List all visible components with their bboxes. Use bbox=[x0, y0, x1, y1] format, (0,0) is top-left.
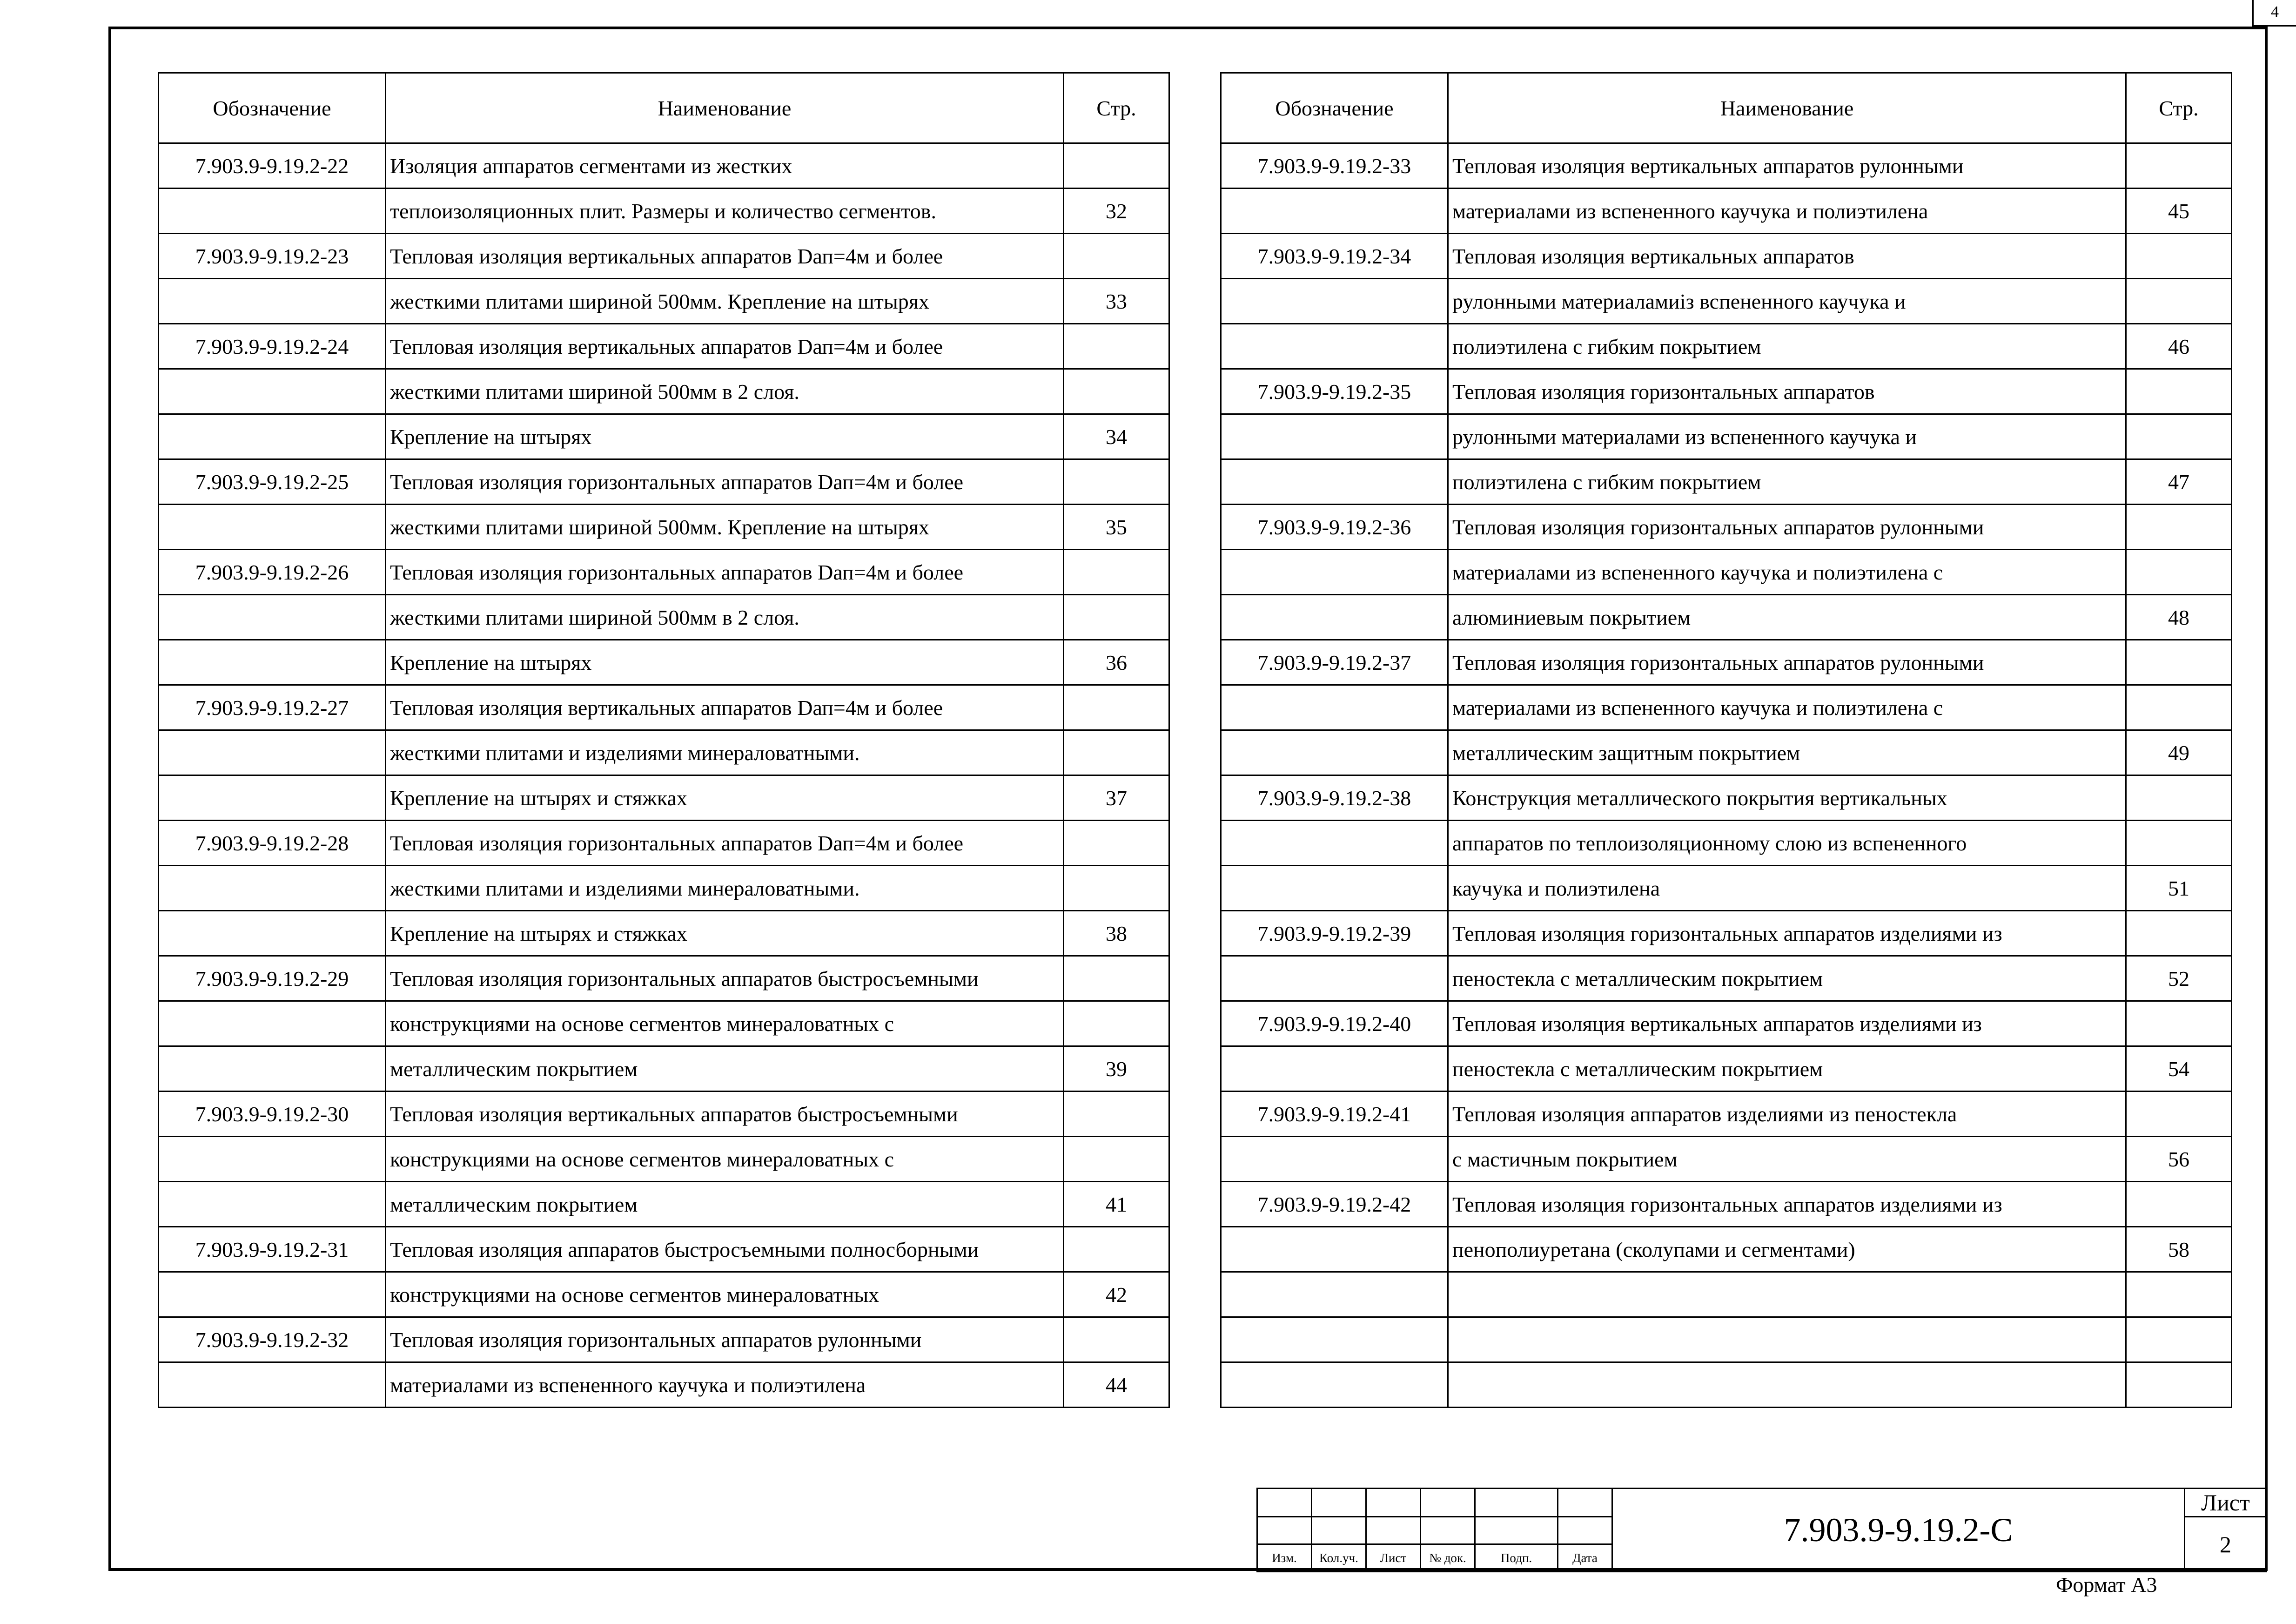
name-cell: Тепловая изоляция горизонтальных аппаратов рулонными bbox=[1448, 505, 2126, 550]
name-cell bbox=[1448, 1317, 2126, 1362]
table-row bbox=[1221, 279, 2232, 324]
table-row bbox=[1221, 414, 2232, 459]
table-header-row bbox=[159, 73, 1169, 143]
designation-cell bbox=[1221, 1362, 1448, 1408]
page-cell: 51 bbox=[2126, 866, 2232, 911]
page-cell bbox=[2126, 1362, 2232, 1408]
designation-cell: 7.903.9-9.19.2-38 bbox=[1221, 775, 1448, 821]
name-cell: рулонными материаламиiз вспененного каучука и bbox=[1448, 279, 2126, 324]
page-cell: 32 bbox=[1064, 189, 1169, 234]
table-row bbox=[1221, 640, 2232, 685]
table-row bbox=[1221, 775, 2232, 821]
designation-cell: 7.903.9-9.19.2-25 bbox=[159, 459, 386, 505]
page-cell bbox=[2126, 775, 2232, 821]
name-cell: Тепловая изоляция вертикальных аппаратов изделиями из bbox=[1448, 1001, 2126, 1046]
designation-cell bbox=[1221, 189, 1448, 234]
name-cell bbox=[1448, 1362, 2126, 1408]
designation-cell bbox=[1221, 1317, 1448, 1362]
name-cell: конструкциями на основе сегментов минераловатных с bbox=[386, 1001, 1064, 1046]
stamp-label-list: Лист bbox=[1366, 1544, 1421, 1572]
table-row bbox=[159, 866, 1169, 911]
designation-cell bbox=[159, 730, 386, 775]
header-designation: Обозначение bbox=[159, 73, 386, 143]
name-cell: Тепловая изоляция горизонтальных аппаратов Dап=4м и более bbox=[386, 821, 1064, 866]
header-page: Стр. bbox=[1064, 73, 1169, 143]
designation-cell bbox=[1221, 866, 1448, 911]
designation-cell: 7.903.9-9.19.2-33 bbox=[1221, 143, 1448, 189]
table-row bbox=[1221, 685, 2232, 730]
name-cell: материалами из вспененного каучука и полиэтилена с bbox=[1448, 685, 2126, 730]
designation-cell bbox=[159, 775, 386, 821]
name-cell: Изоляция аппаратов сегментами из жестких bbox=[386, 143, 1064, 189]
table-row bbox=[1221, 324, 2232, 369]
name-cell: жесткими плитами и изделиями минераловатными. bbox=[386, 730, 1064, 775]
designation-cell bbox=[159, 1362, 386, 1408]
table-row bbox=[1221, 595, 2232, 640]
format-label: Формат А3 bbox=[2056, 1573, 2157, 1597]
table-row bbox=[159, 1227, 1169, 1272]
page-cell bbox=[1064, 595, 1169, 640]
page-cell bbox=[1064, 821, 1169, 866]
page-cell: 46 bbox=[2126, 324, 2232, 369]
stamp-label-kol-uch: Кол.уч. bbox=[1312, 1544, 1366, 1572]
designation-cell bbox=[1221, 1227, 1448, 1272]
designation-cell bbox=[159, 1182, 386, 1227]
contents-table-right bbox=[1220, 72, 2232, 1408]
table-row bbox=[1221, 956, 2232, 1001]
name-cell: теплоизоляционных плит. Размеры и количество сегментов. bbox=[386, 189, 1064, 234]
name-cell: рулонными материалами из вспененного каучука и bbox=[1448, 414, 2126, 459]
page-cell bbox=[1064, 369, 1169, 414]
table-row bbox=[159, 189, 1169, 234]
designation-cell bbox=[1221, 685, 1448, 730]
table-row bbox=[1221, 730, 2232, 775]
page-cell bbox=[2126, 1272, 2232, 1317]
designation-cell: 7.903.9-9.19.2-22 bbox=[159, 143, 386, 189]
table-row bbox=[1221, 369, 2232, 414]
name-cell: Тепловая изоляция горизонтальных аппаратов Dап=4м и более bbox=[386, 459, 1064, 505]
name-cell: металлическим покрытием bbox=[386, 1182, 1064, 1227]
name-cell: жесткими плитами шириной 500мм в 2 слоя. bbox=[386, 595, 1064, 640]
table-row bbox=[1221, 189, 2232, 234]
name-cell: Тепловая изоляция горизонтальных аппаратов быстросъемными bbox=[386, 956, 1064, 1001]
designation-cell: 7.903.9-9.19.2-26 bbox=[159, 550, 386, 595]
name-cell: Тепловая изоляция горизонтальных аппаратов Dап=4м и более bbox=[386, 550, 1064, 595]
designation-cell: 7.903.9-9.19.2-36 bbox=[1221, 505, 1448, 550]
name-cell: Тепловая изоляция вертикальных аппаратов быстросъемными bbox=[386, 1092, 1064, 1137]
name-cell: Крепление на штырях и стяжках bbox=[386, 911, 1064, 956]
name-cell: металлическим защитным покрытием bbox=[1448, 730, 2126, 775]
table-row bbox=[159, 821, 1169, 866]
page-cell bbox=[1064, 459, 1169, 505]
page-cell: 41 bbox=[1064, 1182, 1169, 1227]
name-cell: Тепловая изоляция вертикальных аппаратов рулонными bbox=[1448, 143, 2126, 189]
page-cell bbox=[2126, 279, 2232, 324]
table-row bbox=[159, 234, 1169, 279]
designation-cell: 7.903.9-9.19.2-28 bbox=[159, 821, 386, 866]
designation-cell: 7.903.9-9.19.2-27 bbox=[159, 685, 386, 730]
table-row bbox=[159, 143, 1169, 189]
table-row bbox=[159, 324, 1169, 369]
name-cell: пенополиуретана (сколупами и сегментами) bbox=[1448, 1227, 2126, 1272]
name-cell: жесткими плитами и изделиями минераловатными. bbox=[386, 866, 1064, 911]
name-cell: полиэтилена с гибким покрытием bbox=[1448, 459, 2126, 505]
designation-cell: 7.903.9-9.19.2-34 bbox=[1221, 234, 1448, 279]
designation-cell bbox=[159, 189, 386, 234]
page-cell: 56 bbox=[2126, 1137, 2232, 1182]
designation-cell: 7.903.9-9.19.2-42 bbox=[1221, 1182, 1448, 1227]
name-cell: Тепловая изоляция горизонтальных аппаратов изделиями из bbox=[1448, 1182, 2126, 1227]
designation-cell bbox=[1221, 279, 1448, 324]
designation-cell bbox=[159, 595, 386, 640]
designation-cell bbox=[1221, 595, 1448, 640]
designation-cell bbox=[159, 279, 386, 324]
table-row bbox=[1221, 911, 2232, 956]
designation-cell: 7.903.9-9.19.2-31 bbox=[159, 1227, 386, 1272]
sheet-number: 2 bbox=[2185, 1517, 2267, 1572]
table-row bbox=[1221, 550, 2232, 595]
page-cell bbox=[1064, 1227, 1169, 1272]
page-cell bbox=[1064, 550, 1169, 595]
page-cell bbox=[2126, 821, 2232, 866]
contents-table-left bbox=[158, 72, 1170, 1408]
table-row bbox=[159, 414, 1169, 459]
sheet-label: Лист bbox=[2185, 1489, 2267, 1517]
designation-cell bbox=[1221, 821, 1448, 866]
name-cell: пеностекла с металлическим покрытием bbox=[1448, 956, 2126, 1001]
designation-cell: 7.903.9-9.19.2-37 bbox=[1221, 640, 1448, 685]
name-cell: Тепловая изоляция аппаратов изделиями из пеностекла bbox=[1448, 1092, 2126, 1137]
table-row bbox=[1221, 143, 2232, 189]
table-row bbox=[1221, 1046, 2232, 1092]
table-row bbox=[159, 550, 1169, 595]
stamp-label-doc-no: № док. bbox=[1421, 1544, 1475, 1572]
name-cell: каучука и полиэтилена bbox=[1448, 866, 2126, 911]
name-cell: Тепловая изоляция вертикальных аппаратов Dап=4м и более bbox=[386, 324, 1064, 369]
name-cell: Конструкция металлического покрытия вертикальных bbox=[1448, 775, 2126, 821]
header-name: Наименование bbox=[386, 73, 1064, 143]
designation-cell bbox=[159, 1137, 386, 1182]
name-cell: аппаратов по теплоизоляционному слою из вспененного bbox=[1448, 821, 2126, 866]
designation-cell bbox=[159, 505, 386, 550]
page-cell: 42 bbox=[1064, 1272, 1169, 1317]
table-row bbox=[159, 640, 1169, 685]
table-row bbox=[1221, 1362, 2232, 1408]
designation-cell: 7.903.9-9.19.2-23 bbox=[159, 234, 386, 279]
header-name: Наименование bbox=[1448, 73, 2126, 143]
name-cell: Тепловая изоляция вертикальных аппаратов Dап=4м и более bbox=[386, 685, 1064, 730]
page-cell bbox=[2126, 414, 2232, 459]
designation-cell bbox=[1221, 1046, 1448, 1092]
table-row bbox=[159, 279, 1169, 324]
designation-cell bbox=[1221, 414, 1448, 459]
page-cell bbox=[1064, 685, 1169, 730]
name-cell: жесткими плитами шириной 500мм. Крепление на штырях bbox=[386, 279, 1064, 324]
page-cell bbox=[1064, 866, 1169, 911]
name-cell: конструкциями на основе сегментов минераловатных с bbox=[386, 1137, 1064, 1182]
name-cell: конструкциями на основе сегментов минераловатных bbox=[386, 1272, 1064, 1317]
document-code: 7.903.9-9.19.2-С bbox=[1612, 1489, 2185, 1572]
corner-number: 4 bbox=[2252, 0, 2296, 27]
table-row bbox=[1221, 1137, 2232, 1182]
table-row bbox=[1221, 505, 2232, 550]
table-row bbox=[159, 1362, 1169, 1408]
table-row bbox=[1221, 234, 2232, 279]
table-row bbox=[159, 730, 1169, 775]
page-cell bbox=[2126, 505, 2232, 550]
header-page: Стр. bbox=[2126, 73, 2232, 143]
title-block bbox=[1256, 1488, 2267, 1572]
designation-cell bbox=[159, 414, 386, 459]
designation-cell bbox=[1221, 324, 1448, 369]
page-cell: 35 bbox=[1064, 505, 1169, 550]
designation-cell bbox=[1221, 1272, 1448, 1317]
page-cell bbox=[1064, 1001, 1169, 1046]
page-cell: 48 bbox=[2126, 595, 2232, 640]
page-cell bbox=[2126, 1001, 2232, 1046]
name-cell: Крепление на штырях bbox=[386, 414, 1064, 459]
page-cell bbox=[2126, 1317, 2232, 1362]
table-row bbox=[159, 1001, 1169, 1046]
stamp-label-date: Дата bbox=[1558, 1544, 1612, 1572]
designation-cell bbox=[159, 369, 386, 414]
table-row bbox=[159, 1137, 1169, 1182]
designation-cell bbox=[159, 1046, 386, 1092]
name-cell: Тепловая изоляция горизонтальных аппаратов bbox=[1448, 369, 2126, 414]
page-cell bbox=[2126, 369, 2232, 414]
table-row bbox=[1221, 1092, 2232, 1137]
table-header-row bbox=[1221, 73, 2232, 143]
table-row bbox=[159, 956, 1169, 1001]
page-cell: 44 bbox=[1064, 1362, 1169, 1408]
page-cell bbox=[2126, 143, 2232, 189]
header-designation: Обозначение bbox=[1221, 73, 1448, 143]
page-cell bbox=[1064, 1317, 1169, 1362]
page-cell: 58 bbox=[2126, 1227, 2232, 1272]
table-row bbox=[1221, 1272, 2232, 1317]
page-cell bbox=[2126, 640, 2232, 685]
designation-cell: 7.903.9-9.19.2-35 bbox=[1221, 369, 1448, 414]
designation-cell: 7.903.9-9.19.2-32 bbox=[159, 1317, 386, 1362]
designation-cell bbox=[159, 1001, 386, 1046]
table-row bbox=[1221, 1317, 2232, 1362]
designation-cell bbox=[159, 1272, 386, 1317]
table-row bbox=[159, 459, 1169, 505]
designation-cell bbox=[159, 640, 386, 685]
table-row bbox=[1221, 1227, 2232, 1272]
designation-cell bbox=[1221, 459, 1448, 505]
table-row bbox=[159, 595, 1169, 640]
name-cell: материалами из вспененного каучука и полиэтилена bbox=[386, 1362, 1064, 1408]
page-cell: 45 bbox=[2126, 189, 2232, 234]
designation-cell bbox=[1221, 550, 1448, 595]
designation-cell bbox=[1221, 956, 1448, 1001]
page-cell bbox=[2126, 911, 2232, 956]
page-cell bbox=[2126, 550, 2232, 595]
table-row bbox=[159, 1317, 1169, 1362]
name-cell bbox=[1448, 1272, 2126, 1317]
designation-cell bbox=[159, 911, 386, 956]
name-cell: Тепловая изоляция аппаратов быстросъемными полносборными bbox=[386, 1227, 1064, 1272]
designation-cell: 7.903.9-9.19.2-30 bbox=[159, 1092, 386, 1137]
designation-cell: 7.903.9-9.19.2-39 bbox=[1221, 911, 1448, 956]
designation-cell: 7.903.9-9.19.2-41 bbox=[1221, 1092, 1448, 1137]
name-cell: Крепление на штырях и стяжках bbox=[386, 775, 1064, 821]
page-cell: 34 bbox=[1064, 414, 1169, 459]
name-cell: металлическим покрытием bbox=[386, 1046, 1064, 1092]
page-cell: 47 bbox=[2126, 459, 2232, 505]
page-cell bbox=[2126, 1092, 2232, 1137]
page-cell bbox=[1064, 1092, 1169, 1137]
page-cell: 36 bbox=[1064, 640, 1169, 685]
page-cell bbox=[1064, 1137, 1169, 1182]
page-cell bbox=[1064, 143, 1169, 189]
table-row bbox=[1221, 821, 2232, 866]
name-cell: Тепловая изоляция горизонтальных аппаратов рулонными bbox=[1448, 640, 2126, 685]
name-cell: пеностекла с металлическим покрытием bbox=[1448, 1046, 2126, 1092]
name-cell: Тепловая изоляция горизонтальных аппаратов изделиями из bbox=[1448, 911, 2126, 956]
page-cell bbox=[2126, 234, 2232, 279]
table-row bbox=[159, 505, 1169, 550]
name-cell: Тепловая изоляция вертикальных аппаратов bbox=[1448, 234, 2126, 279]
designation-cell bbox=[1221, 730, 1448, 775]
designation-cell: 7.903.9-9.19.2-40 bbox=[1221, 1001, 1448, 1046]
table-row bbox=[159, 775, 1169, 821]
name-cell: алюминиевым покрытием bbox=[1448, 595, 2126, 640]
designation-cell: 7.903.9-9.19.2-24 bbox=[159, 324, 386, 369]
page-cell bbox=[2126, 1182, 2232, 1227]
table-row bbox=[1221, 459, 2232, 505]
page-cell: 37 bbox=[1064, 775, 1169, 821]
name-cell: жесткими плитами шириной 500мм. Крепление на штырях bbox=[386, 505, 1064, 550]
page-cell: 33 bbox=[1064, 279, 1169, 324]
table-row bbox=[1221, 866, 2232, 911]
table-row bbox=[159, 1272, 1169, 1317]
name-cell: материалами из вспененного каучука и полиэтилена с bbox=[1448, 550, 2126, 595]
page-cell: 52 bbox=[2126, 956, 2232, 1001]
table-row bbox=[159, 911, 1169, 956]
table-row bbox=[159, 1092, 1169, 1137]
name-cell: Крепление на штырях bbox=[386, 640, 1064, 685]
table-row bbox=[159, 1182, 1169, 1227]
table-row bbox=[1221, 1001, 2232, 1046]
designation-cell bbox=[1221, 1137, 1448, 1182]
page-cell bbox=[2126, 685, 2232, 730]
stamp-label-izm: Изм. bbox=[1257, 1544, 1312, 1572]
page-cell bbox=[1064, 234, 1169, 279]
page-cell: 54 bbox=[2126, 1046, 2232, 1092]
name-cell: с мастичным покрытием bbox=[1448, 1137, 2126, 1182]
name-cell: жесткими плитами шириной 500мм в 2 слоя. bbox=[386, 369, 1064, 414]
name-cell: материалами из вспененного каучука и полиэтилена bbox=[1448, 189, 2126, 234]
page-cell: 38 bbox=[1064, 911, 1169, 956]
page-cell: 49 bbox=[2126, 730, 2232, 775]
table-row bbox=[159, 1046, 1169, 1092]
table-row bbox=[159, 685, 1169, 730]
name-cell: полиэтилена с гибким покрытием bbox=[1448, 324, 2126, 369]
table-row bbox=[159, 369, 1169, 414]
designation-cell bbox=[159, 866, 386, 911]
table-row bbox=[1221, 1182, 2232, 1227]
name-cell: Тепловая изоляция вертикальных аппаратов Dап=4м и более bbox=[386, 234, 1064, 279]
stamp-label-signature: Подп. bbox=[1475, 1544, 1558, 1572]
page-cell bbox=[1064, 956, 1169, 1001]
page-cell bbox=[1064, 730, 1169, 775]
page-cell: 39 bbox=[1064, 1046, 1169, 1092]
designation-cell: 7.903.9-9.19.2-29 bbox=[159, 956, 386, 1001]
name-cell: Тепловая изоляция горизонтальных аппаратов рулонными bbox=[386, 1317, 1064, 1362]
page-cell bbox=[1064, 324, 1169, 369]
